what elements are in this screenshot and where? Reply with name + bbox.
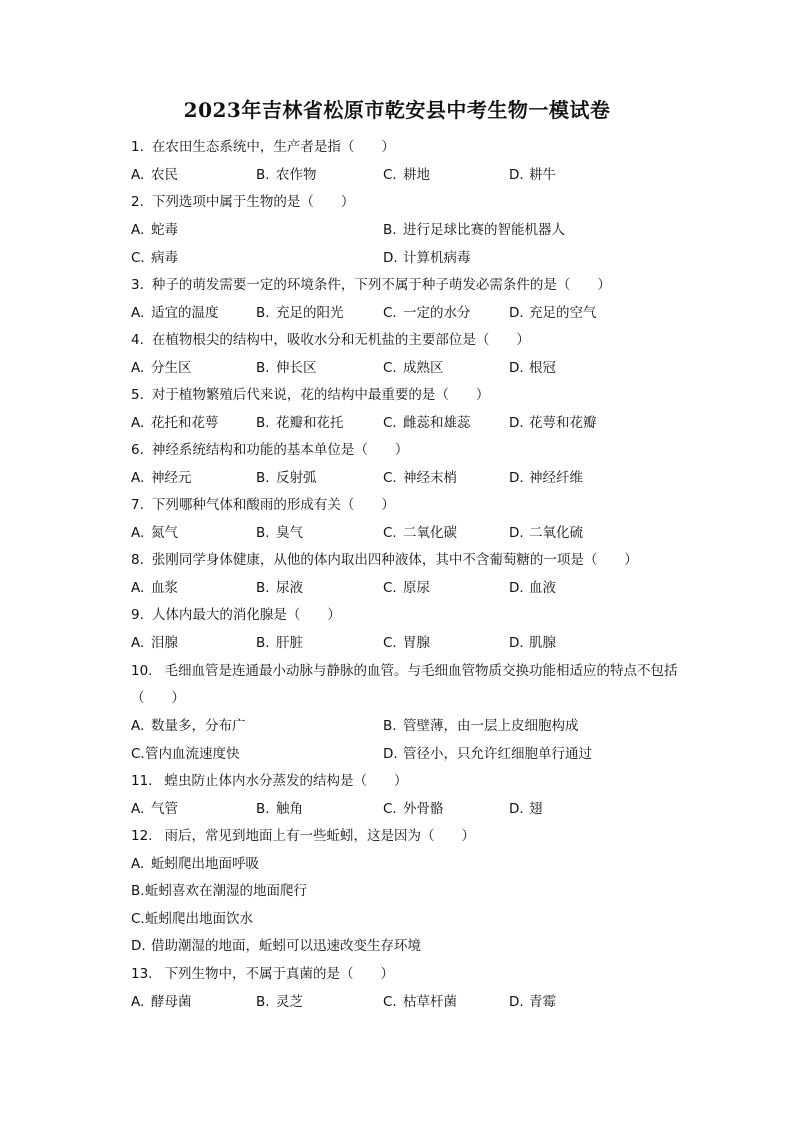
question-stem: 张刚同学身体健康，从他的体内取出四种液体，其中不含葡萄糖的一项是（ ） [151,552,638,568]
question-number: 3. [131,277,144,293]
option-c: C. 成熟区 [383,360,444,376]
option-a: A. 氮气 [131,525,178,541]
question-stem: 神经系统结构和功能的基本单位是（ ） [151,442,409,458]
option-d: D. 肌腺 [509,635,556,651]
question-stem: 下列哪种气体和酸雨的形成有关（ ） [151,497,395,513]
question-number: 7. [131,497,144,513]
option-b: B. 肝脏 [256,635,303,651]
option-b: B. 进行足球比赛的智能机器人 [383,222,565,238]
option-b: B. 反射弧 [256,470,317,486]
question-number: 13. [131,966,153,982]
option-a: A. 数量多，分布广 [131,718,246,734]
option-a: A. 气管 [131,801,178,817]
option-a: A. 花托和花萼 [131,415,219,431]
question-13 [131,964,394,984]
option-b: B.蚯蚓喜欢在潮湿的地面爬行 [131,883,307,899]
question-stem: 下列选项中属于生物的是（ ） [151,194,355,210]
option-b: B. 充足的阳光 [256,305,344,321]
option-a: A. 适宜的温度 [131,305,219,321]
question-6 [131,440,408,460]
question-stem: 在植物根尖的结构中，吸收水分和无机盐的主要部位是（ ） [151,332,530,348]
option-c: C. 二氧化碳 [383,525,457,541]
option-c: C. 一定的水分 [383,305,471,321]
question-8 [131,550,638,570]
option-a: A. 蚯蚓爬出地面呼吸 [131,856,259,872]
option-d: D. 耕牛 [509,167,556,183]
option-d: D. 充足的空气 [509,305,597,321]
option-a: A. 酵母菌 [131,994,192,1010]
question-number: 9. [131,607,144,623]
question-1 [131,137,395,157]
option-c: C. 枯草杆菌 [383,994,457,1010]
option-d: D. 血液 [509,580,556,596]
option-d: D. 神经纤维 [509,470,583,486]
question-2 [131,192,354,212]
option-b: B. 农作物 [256,167,317,183]
question-10 [131,661,677,681]
question-stem: 对于植物繁殖后代来说，花的结构中最重要的是（ ） [151,387,490,403]
question-3 [131,275,611,295]
option-c: C. 雌蕊和雄蕊 [383,415,471,431]
question-number: 4. [131,332,144,348]
question-number: 6. [131,442,144,458]
question-4 [131,330,530,350]
question-number: 5. [131,387,144,403]
option-c: C. 原尿 [383,580,430,596]
option-c: C.管内血流速度快 [131,746,240,762]
question-11 [131,771,407,791]
question-stem: 蝗虫防止体内水分蒸发的结构是（ ） [164,773,408,789]
question-number: 2. [131,194,144,210]
option-d: D. 借助潮湿的地面，蚯蚓可以迅速改变生存环境 [131,938,421,954]
option-a: A. 泪腺 [131,635,178,651]
question-12 [131,826,475,846]
question-stem: 在农田生态系统中，生产者是指（ ） [151,139,395,155]
option-b: B. 触角 [256,801,303,817]
option-a: A. 分生区 [131,360,192,376]
question-number: 8. [131,552,144,568]
option-a: A. 农民 [131,167,178,183]
question-stem: 雨后，常见到地面上有一些蚯蚓，这是因为（ ） [164,828,475,844]
question-10-continued: （ ） [131,690,185,706]
option-b: B. 花瓣和花托 [256,415,344,431]
option-d: D. 青霉 [509,994,556,1010]
option-a: A. 血浆 [131,580,178,596]
option-d: D. 计算机病毒 [383,250,471,266]
question-5 [131,385,489,405]
question-stem: 下列生物中，不属于真菌的是（ ） [164,966,394,982]
option-c: C. 耕地 [383,167,430,183]
question-number: 12. [131,828,153,844]
question-stem: 人体内最大的消化腺是（ ） [151,607,341,623]
option-d: D. 根冠 [509,360,556,376]
question-stem: 种子的萌发需要一定的环境条件，下列不属于种子萌发必需条件的是（ ） [151,277,611,293]
option-b: B. 尿液 [256,580,303,596]
option-d: D. 管径小，只允许红细胞单行通过 [383,746,592,762]
option-b: B. 灵芝 [256,994,303,1010]
option-b: B. 伸长区 [256,360,317,376]
question-number: 1. [131,139,144,155]
question-7 [131,495,395,515]
option-d: D. 二氧化硫 [509,525,583,541]
question-stem: 毛细血管是连通最小动脉与静脉的血管。与毛细血管物质交换功能相适应的特点不包括 [164,663,678,679]
page-title: 2023年吉林省松原市乾安县中考生物一模试卷 [183,98,611,122]
option-b: B. 臭气 [256,525,303,541]
option-d: D. 花萼和花瓣 [509,415,597,431]
option-d: D. 翅 [509,801,543,817]
option-c: C. 病毒 [131,250,178,266]
option-b: B. 管壁薄，由一层上皮细胞构成 [383,718,579,734]
question-9 [131,605,341,625]
option-c: C. 神经末梢 [383,470,457,486]
option-c: C. 胃腺 [383,635,430,651]
option-c: C. 外骨骼 [383,801,444,817]
question-number: 10. [131,663,153,679]
question-number: 11. [131,773,153,789]
option-c: C.蚯蚓爬出地面饮水 [131,911,253,927]
option-a: A. 神经元 [131,470,192,486]
option-a: A. 蛇毒 [131,222,178,238]
